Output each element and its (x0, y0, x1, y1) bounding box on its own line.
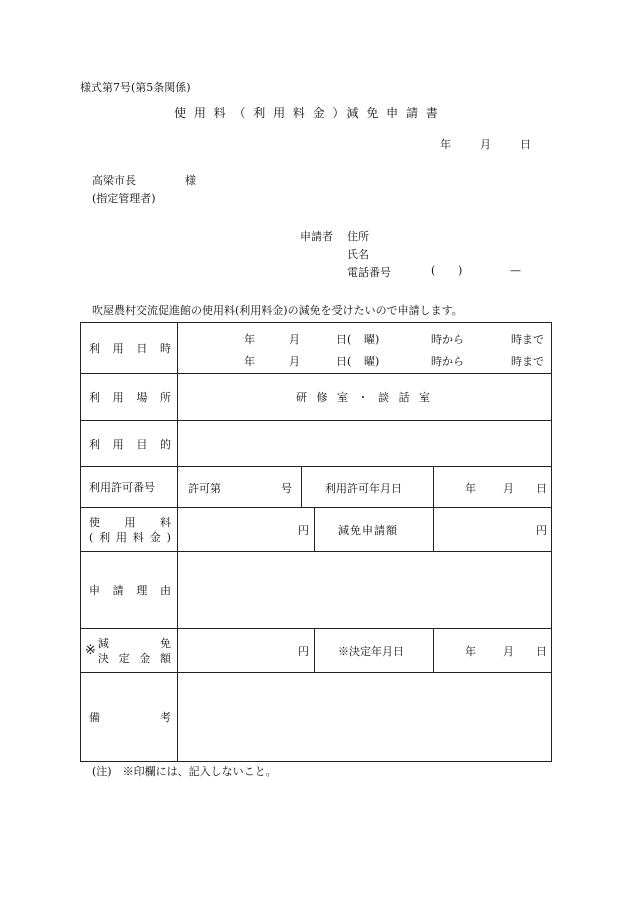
fee-yen: 円 (298, 524, 309, 537)
place-label: 利 用 場 所 (81, 374, 178, 421)
reduction-yen: 円 (536, 524, 547, 537)
purpose-field[interactable] (178, 421, 552, 467)
row-reason (81, 552, 552, 629)
phone-paren-close: ) (458, 264, 463, 277)
reason-field[interactable] (178, 552, 552, 629)
permit-field[interactable]: 許可第 号 利用許可年月日 年 月 日 (178, 467, 552, 508)
row-permit (81, 467, 552, 508)
row-purpose (81, 421, 552, 467)
addressee-name: 高梁市長 (92, 174, 136, 187)
row-usage-date (81, 323, 552, 374)
usage-date-field[interactable]: 年 月 日( 曜) 時から 時まで 年 月 日( 曜) 時から 時まで (178, 323, 552, 374)
date-year: 年 (440, 138, 451, 151)
phone-dash: — (510, 264, 521, 277)
footnote: (注) ※印欄には、記入しないこと。 (92, 765, 277, 778)
header-date (440, 136, 531, 152)
applicant-name-label: 氏名 (347, 248, 369, 261)
row-place (81, 374, 552, 421)
phone-paren-open: ( (431, 264, 436, 277)
remarks-label: 備 考 (81, 673, 178, 762)
date-month: 月 (480, 138, 491, 151)
decision-mark: ※ (85, 643, 96, 658)
decision-date-label: ※決定年月日 (338, 645, 404, 658)
usage-date-label: 利 用 日 時 (81, 323, 178, 374)
addressee-sama: 様 (185, 174, 196, 187)
row-remarks (81, 673, 552, 762)
applicant-label: 申請者 (300, 230, 333, 243)
purpose-label: 利 用 目 的 (81, 421, 178, 467)
decision-yen: 円 (298, 645, 309, 658)
reduction-label: 減免申請額 (338, 524, 398, 537)
applicant-phone-label: 電話番号 (347, 266, 391, 279)
permit-label: 利用許可番号 (81, 467, 178, 508)
permit-date-label: 利用許可年月日 (325, 482, 402, 495)
applicant-address-label: 住所 (347, 230, 369, 243)
application-table (80, 322, 552, 762)
decision-label: ※ 減 免 決 定 金 額 (81, 629, 178, 673)
date-day: 日 (520, 138, 531, 151)
reason-label: 申 請 理 由 (81, 552, 178, 629)
fee-field[interactable] (178, 508, 552, 552)
row-fee (81, 508, 552, 552)
decision-field: 円 ※決定年月日 年 月 日 (178, 629, 552, 673)
permit-suffix: 号 (281, 482, 292, 495)
permit-prefix: 許可第 (188, 482, 221, 495)
place-value: 研 修 室 ・ 談 話 室 (178, 374, 552, 421)
remarks-field[interactable] (178, 673, 552, 762)
form-title: 使 用 料 （ 利 用 料 金 ）減 免 申 請 書 (174, 106, 440, 120)
fee-label: 使 用 料 ( 利 用 料 金 ) (81, 508, 178, 552)
addressee-alt: (指定管理者) (92, 192, 156, 205)
intro-text: 吹屋農村交流促進館の使用料(利用料金)の減免を受けたいので申請します。 (92, 304, 463, 317)
row-decision (81, 629, 552, 673)
form-number: 様式第7号(第5条関係) (80, 81, 191, 94)
